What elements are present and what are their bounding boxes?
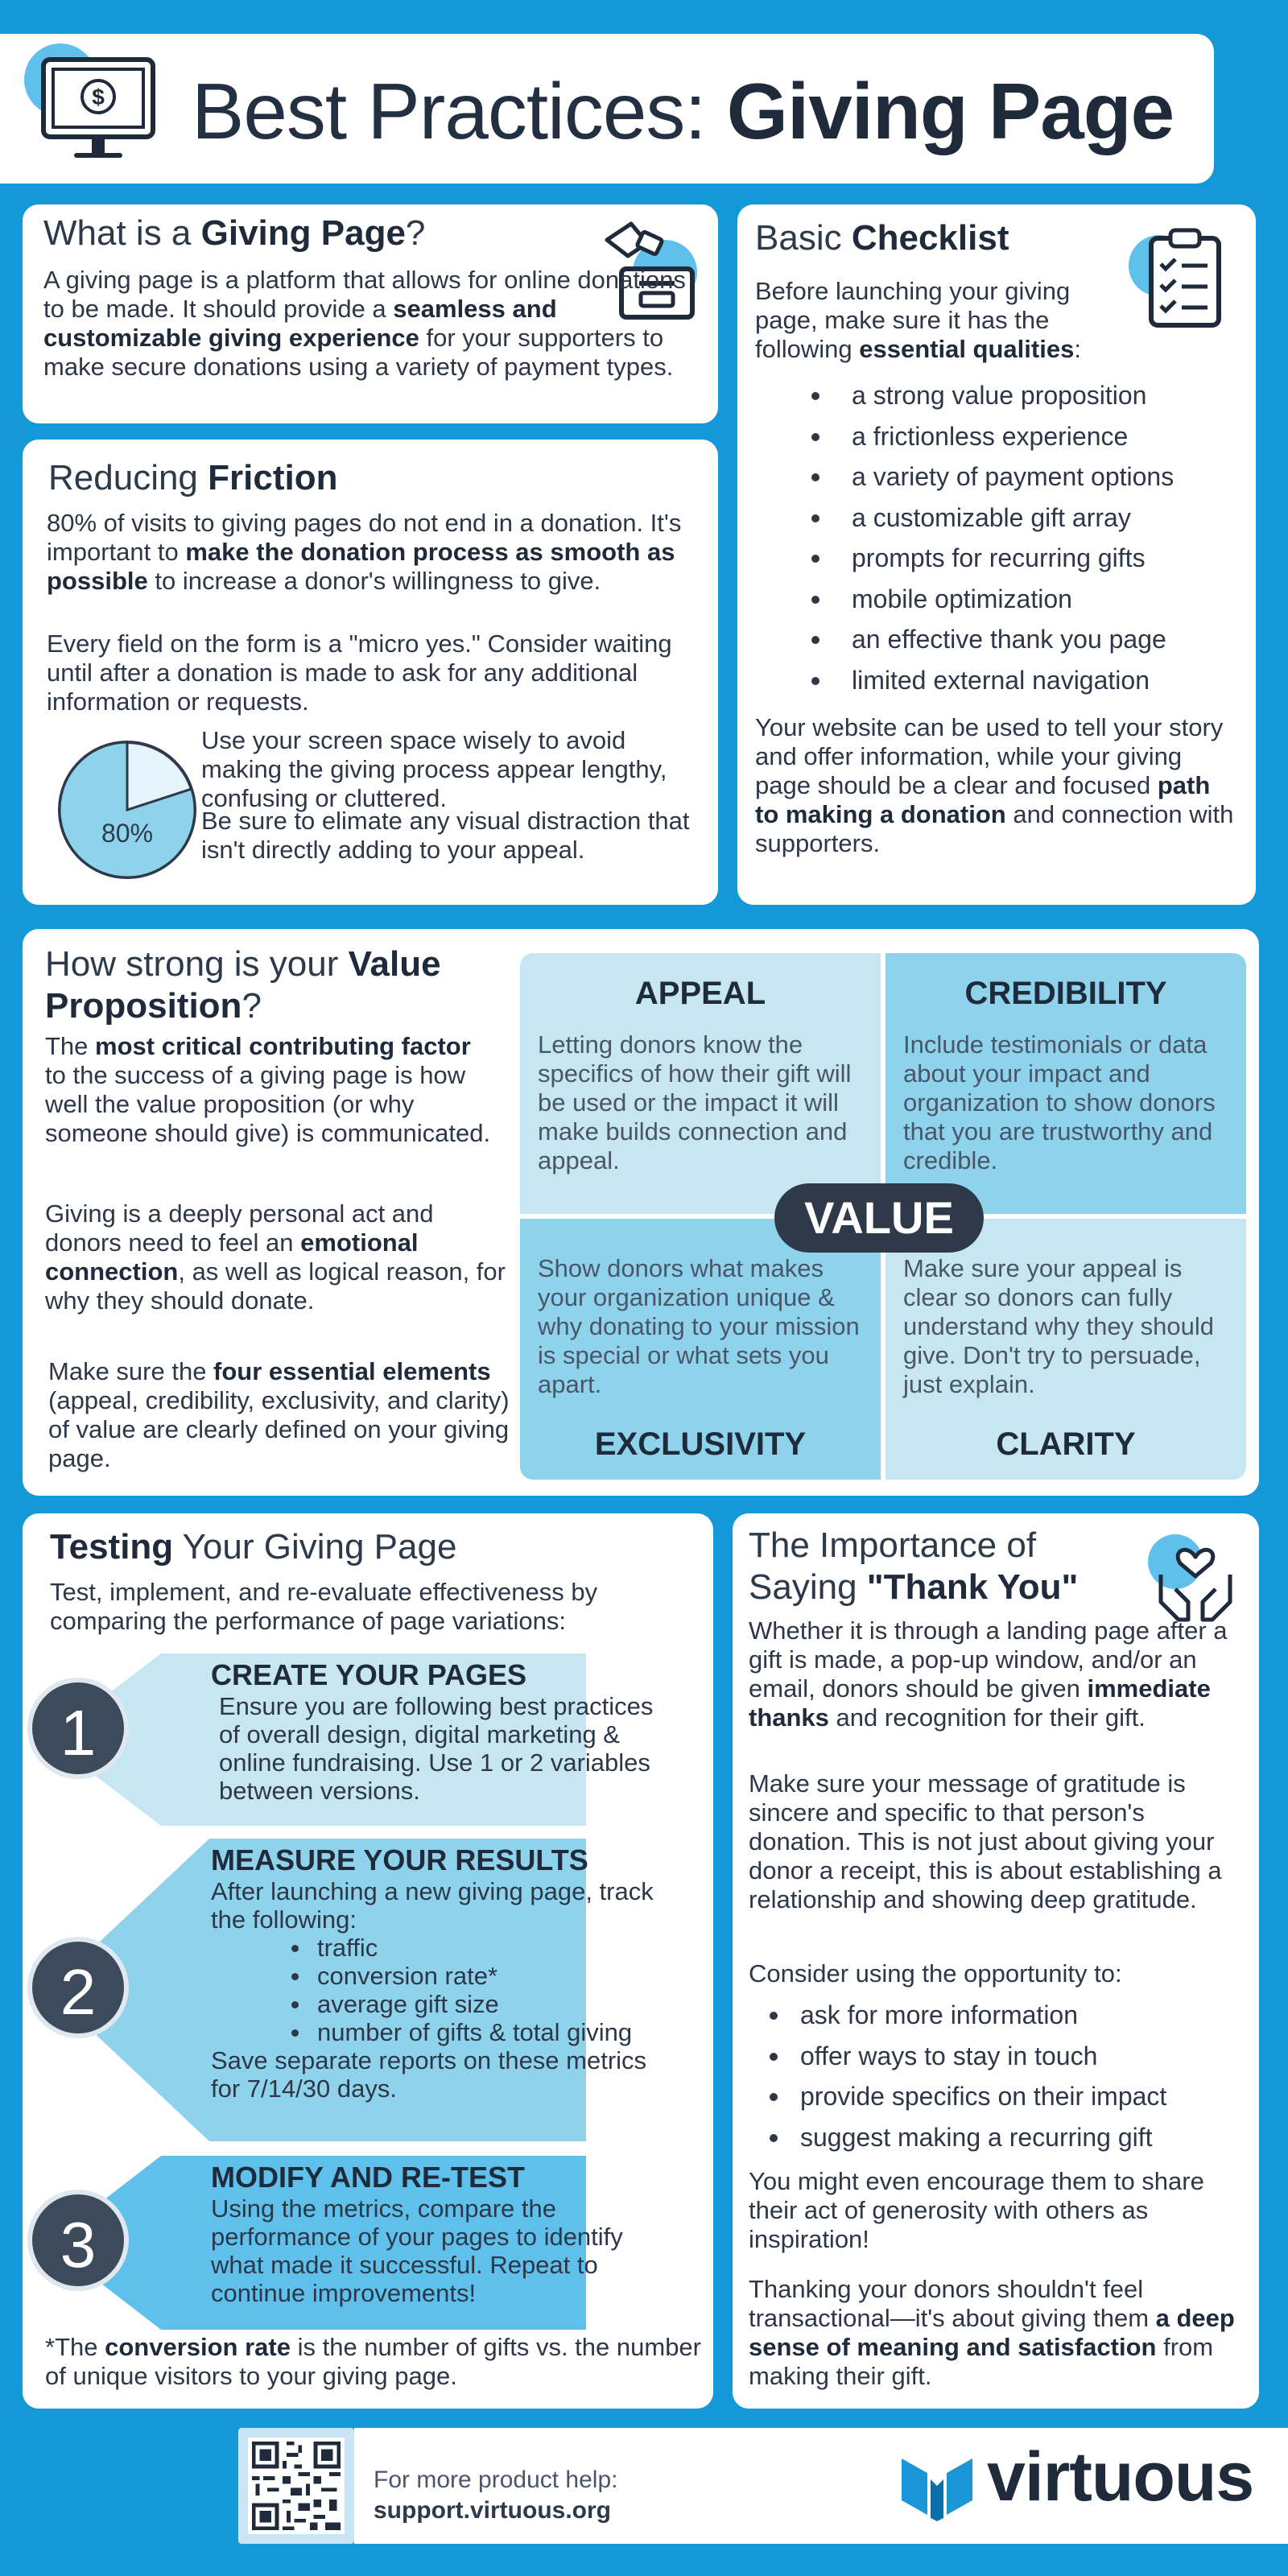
thanks-item: suggest making a recurring gift [749,2117,1166,2158]
help-link[interactable]: support.virtuous.org [374,2497,611,2524]
quadrant-appeal [520,953,881,1214]
step-text: Ensure you are following best practices of overall design, digital marketing & online fundraising. Use 1 or 2 variables between versions. [219,1692,654,1805]
step-title: MEASURE YOUR RESULTS [211,1843,588,1876]
checklist-list [755,375,1174,700]
thanks-paragraph-4: You might even encourage them to share their act of generosity with others as inspiration! [749,2167,1204,2253]
value-heading: How strong is your Value Proposition? [45,944,441,1026]
value-center-badge: VALUE [774,1183,984,1253]
friction-paragraph-4: Be sure to elimate any visual distraction that isn't directly adding to your appeal. [201,807,690,864]
hands-heart-icon [1143,1525,1248,1629]
thank-you-card [733,1513,1259,2409]
checklist-item: prompts for recurring gifts [755,538,1174,579]
footer-bar [354,2428,1288,2544]
metric-item: conversion rate* [291,1962,668,1990]
step-title: CREATE YOUR PAGES [211,1658,527,1691]
quadrant-credibility [886,953,1246,1214]
testing-heading: Testing Your Giving Page [50,1527,457,1567]
checklist-item: mobile optimization [755,579,1174,620]
quadrant-title: APPEAL [634,976,766,1011]
thanks-item: provide specifics on their impact [749,2076,1166,2117]
thanks-heading: The Importance of Saying "Thank You" [749,1525,1079,1607]
brand-wordmark: virtuous [987,2438,1254,2516]
step-text: After launching a new giving page, track the following: [211,1877,654,1934]
pie-chart [47,729,208,890]
thanks-paragraph-1: Whether it is through a landing page after a gift is made, a pop-up window, and/or an email, donors should be given immediate thanks and recognition for their gift. [749,1616,1228,1732]
step-modify-retest [161,2156,668,2330]
thanks-item: ask for more information [749,1995,1166,2036]
page-title: Best Practices: Giving Page [192,67,1174,155]
metric-item: average gift size [291,1990,668,2018]
quadrant-text: Letting donors know the specifics of how their gift will be used or the impact it will make builds connection and appeal. [538,1030,852,1174]
checklist-outro: Your website can be used to tell your story and offer information, while your giving page should be a clear and focused path to making a donation and connection with supporters. [755,713,1234,857]
checklist-item: an effective thank you page [755,619,1174,660]
thanks-list [749,1995,1166,2157]
value-paragraph-2: Giving is a deeply personal act and donors need to feel an emotional connection, as well as logical reason, for why they should donate. [45,1199,506,1315]
step-measure-results [161,1839,668,2141]
quadrant-clarity [886,1219,1246,1480]
quadrant-exclusivity [520,1219,881,1480]
metric-item: number of gifts & total giving [291,2018,668,2046]
quadrant-text: Show donors what makes your organization unique & why donating to your mission is special or what sets you apart. [538,1254,860,1398]
quadrant-text: Make sure your appeal is clear so donors can fully understand why they should give. Don't try to persuade, just explain. [903,1254,1215,1398]
thanks-paragraph-2: Make sure your message of gratitude is sincere and specific to that person's donation. This is not just about giving your donor a receipt, this is about establishing a relationship and showing deep gratitude. [749,1769,1222,1913]
step-title: MODIFY AND RE-TEST [211,2161,526,2194]
step-create-pages [161,1653,668,1826]
qr-code-frame [238,2428,354,2544]
quadrant-title: CLARITY [996,1426,1136,1462]
svg-text:$: $ [92,85,105,109]
friction-paragraph-2: Every field on the form is a "micro yes." Consider waiting until after a donation is made to ask for any additional information or requests. [47,630,672,716]
checklist-item: limited external navigation [755,660,1174,701]
checklist-item: a variety of payment options [755,456,1174,497]
step-number-3: 3 [27,2190,129,2291]
thanks-paragraph-5: Thanking your donors shouldn't feel transactional—it's about giving them a deep sense of meaning and satisfaction from making their gift. [749,2275,1235,2390]
thanks-paragraph-3: Consider using the opportunity to: [749,1959,1122,1988]
testing-intro: Test, implement, and re-evaluate effectiveness by comparing the performance of page variations: [50,1578,598,1635]
what-heading: What is a Giving Page? [43,213,426,253]
checklist-item: a strong value proposition [755,375,1174,416]
monitor-dollar-icon [39,55,159,175]
step-text: Using the metrics, compare the performance of your pages to identify what made it successful. Repeat to continue improvements! [211,2194,623,2307]
what-text: A giving page is a platform that allows for online donations to be made. It should provide a seamless and customizable giving experience for your supporters to make secure donations using a variety of payment types. [43,266,686,381]
value-paragraph-1: The most critical contributing factor to the success of a giving page is how well the value proposition (or why someone should give) is communicated. [45,1032,491,1147]
checklist-card [737,204,1256,905]
qr-code-icon[interactable] [248,2438,345,2534]
friction-paragraph-3: Use your screen space wisely to avoid making the giving process appear lengthy, confusing or cluttered. [201,726,667,812]
clipboard-checklist-icon [1124,221,1236,333]
checklist-intro: Before launching your giving page, make sure it has the following essential qualities: [755,277,1081,363]
header-banner [0,34,1214,184]
quadrant-text: Include testimonials or data about your impact and organization to show donors that you are trustworthy and credible. [903,1030,1216,1174]
metrics-list [291,1934,668,2046]
help-label: For more product help: [374,2467,618,2493]
checklist-item: a frictionless experience [755,416,1174,457]
friction-paragraph-1: 80% of visits to giving pages do not end in a donation. It's important to make the donation process as smooth as possible to increase a donor's willingness to give. [47,509,682,595]
friction-card [23,440,718,905]
thanks-item: offer ways to stay in touch [749,2036,1166,2077]
value-paragraph-3: Make sure the four essential elements (appeal, credibility, exclusivity, and clarity) of value are clearly defined on your giving page. [48,1357,510,1472]
pie-label: 80% [101,819,154,848]
value-proposition-card [23,929,1259,1496]
checklist-item: a customizable gift array [755,497,1174,539]
quadrant-title: CREDIBILITY [964,976,1167,1011]
step-number-2: 2 [27,1937,129,2038]
metric-item: traffic [291,1934,668,1962]
what-is-card [23,204,718,423]
step-number-1: 1 [27,1678,129,1779]
step-text-2: Save separate reports on these metrics for 7/14/30 days. [211,2046,647,2103]
checklist-heading: Basic Checklist [755,218,1009,258]
quadrant-title: EXCLUSIVITY [594,1426,807,1462]
testing-footnote: *The conversion rate is the number of gifts vs. the number of unique visitors to your giving page. [45,2333,702,2390]
virtuous-logo-icon [898,2450,976,2521]
friction-heading: Reducing Friction [48,458,338,497]
